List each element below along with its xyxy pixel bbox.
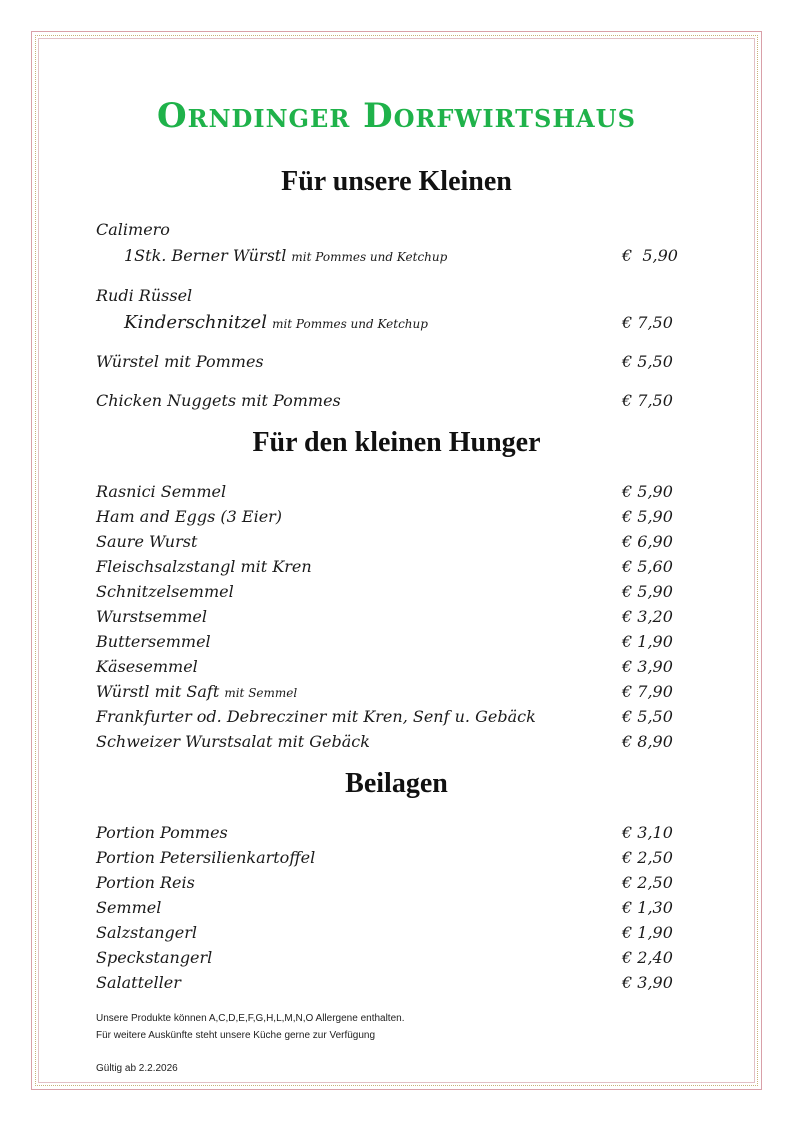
item-price: € 7,50 — [622, 391, 673, 410]
item-note: mit Semmel — [224, 686, 298, 700]
menu-item — [96, 555, 696, 579]
item-price: € 6,90 — [622, 532, 673, 551]
menu-item — [96, 655, 696, 679]
item-price: € 5,50 — [622, 707, 673, 726]
restaurant-title: Orndinger Dorfwirtshaus — [157, 96, 636, 136]
item-price: € 5,50 — [622, 352, 673, 371]
item-price: € 5,90 — [622, 482, 673, 501]
item-name: Rasnici Semmel — [96, 482, 227, 501]
item-name: Salzstangerl — [96, 923, 198, 942]
item-name: Semmel — [96, 898, 162, 917]
item-price: € 7,50 — [622, 313, 673, 332]
item-price: € 8,90 — [622, 732, 673, 751]
info-note: Für weitere Auskünfte steht unsere Küche gerne zur Verfügung — [96, 1030, 376, 1041]
item-name: Portion Reis — [96, 873, 195, 892]
section-heading-sides: Beilagen — [345, 768, 448, 799]
item-price: € 1,30 — [622, 898, 673, 917]
menu-item — [96, 530, 696, 554]
menu-item — [96, 580, 696, 604]
menu-item — [96, 218, 696, 242]
item-name: Calimero — [96, 220, 170, 239]
menu-item — [96, 971, 696, 995]
item-name: Würstel mit Pommes — [96, 352, 264, 371]
item-price: € 5,90 — [622, 507, 673, 526]
menu-item — [96, 389, 696, 413]
allergen-note: Unsere Produkte können A,C,D,E,F,G,H,L,M,N,O Allergene enthalten. — [96, 1013, 405, 1024]
menu-item — [96, 705, 696, 729]
menu-item — [96, 480, 696, 504]
item-name: Salatteller — [96, 973, 181, 992]
item-name: Wurstsemmel — [96, 607, 207, 626]
item-price: € 2,50 — [622, 873, 673, 892]
menu-item — [96, 821, 696, 845]
menu-item — [96, 680, 696, 704]
menu-item — [96, 630, 696, 654]
item-price: € 5,60 — [622, 557, 673, 576]
item-name: 1Stk. Berner Würstl — [124, 246, 287, 265]
item-name: Ham and Eggs (3 Eier) — [96, 507, 283, 526]
item-price: € 7,90 — [622, 682, 673, 701]
menu-item — [96, 871, 696, 895]
menu-item — [96, 946, 696, 970]
item-name: Käsesemmel — [96, 657, 198, 676]
valid-date: Gültig ab 2.2.2026 — [96, 1063, 178, 1074]
menu-item — [96, 350, 696, 374]
item-price: € 2,50 — [622, 848, 673, 867]
section-heading-snacks: Für den kleinen Hunger — [252, 427, 541, 458]
item-name: Buttersemmel — [96, 632, 211, 651]
item-price: € 3,20 — [622, 607, 673, 626]
menu-item — [96, 284, 696, 308]
item-price: € 3,10 — [622, 823, 673, 842]
item-price: € 3,90 — [622, 973, 673, 992]
item-name: Rudi Rüssel — [96, 286, 193, 305]
item-name: Würstl mit Saft — [96, 682, 220, 701]
item-name: Portion Pommes — [96, 823, 228, 842]
item-name: Schweizer Wurstsalat mit Gebäck — [96, 732, 370, 751]
item-note: mit Pommes und Ketchup — [272, 317, 428, 331]
menu-item — [96, 730, 696, 754]
menu-item — [96, 505, 696, 529]
item-note: mit Pommes und Ketchup — [291, 250, 448, 264]
item-price: € 2,40 — [622, 948, 673, 967]
item-price: € 1,90 — [622, 632, 673, 651]
item-price: € 5,90 — [622, 246, 678, 265]
item-name: Schnitzelsemmel — [96, 582, 234, 601]
item-name: Fleischsalzstangl mit Kren — [96, 557, 312, 576]
item-name: Portion Petersilienkartoffel — [96, 848, 316, 867]
menu-item — [96, 846, 696, 870]
menu-item — [96, 311, 696, 335]
item-name: Kinderschnitzel — [124, 312, 267, 333]
item-name: Saure Wurst — [96, 532, 198, 551]
item-name: Speckstangerl — [96, 948, 213, 967]
item-price: € 5,90 — [622, 582, 673, 601]
menu-item — [96, 896, 696, 920]
section-heading-kids: Für unsere Kleinen — [281, 166, 512, 197]
item-name: Chicken Nuggets mit Pommes — [96, 391, 341, 410]
item-name: Frankfurter od. Debrecziner mit Kren, Senf u. Gebäck — [96, 707, 536, 726]
menu-item — [96, 244, 696, 268]
menu-item — [96, 605, 696, 629]
menu-item — [96, 921, 696, 945]
item-price: € 3,90 — [622, 657, 673, 676]
item-price: € 1,90 — [622, 923, 673, 942]
